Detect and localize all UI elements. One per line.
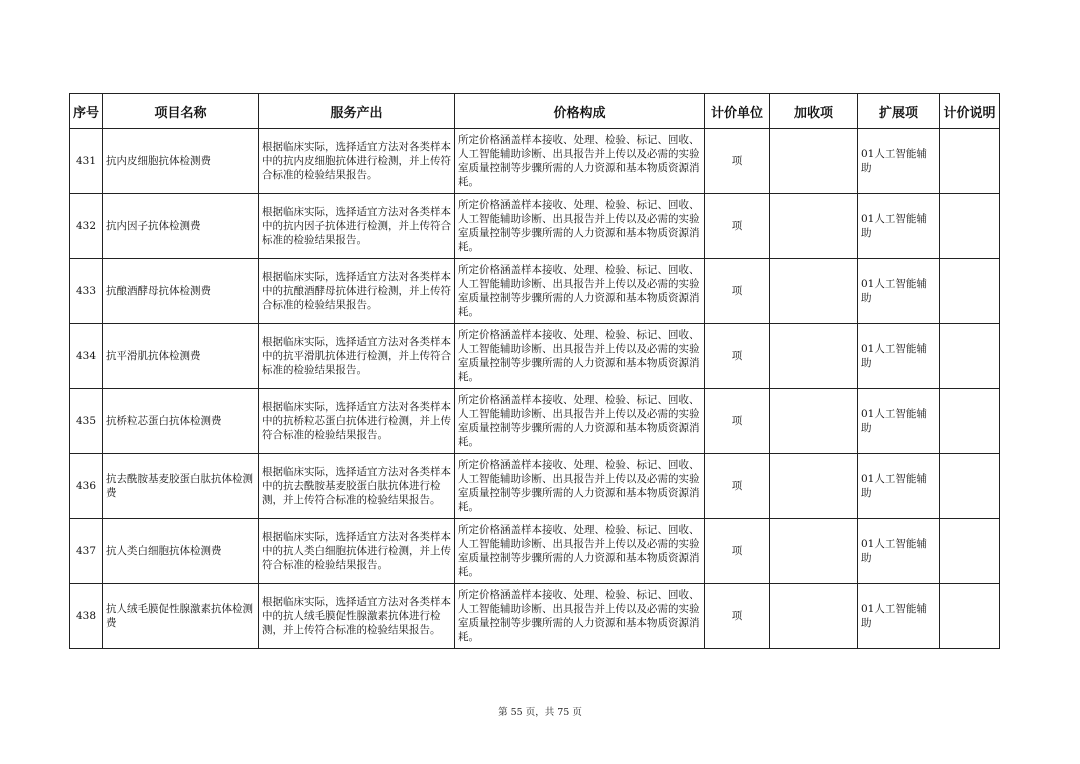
cell-project-name: 抗平滑肌抗体检测费 xyxy=(103,324,259,389)
cell-price-composition: 所定价格涵盖样本接收、处理、检验、标记、回收、人工智能辅助诊断、出具报告并上传以及必需的实验室质量控制等步骤所需的人力资源和基本物质资源消耗。 xyxy=(455,259,705,324)
cell-extension: 01人工智能辅助 xyxy=(858,454,940,519)
cell-pricing-note xyxy=(940,194,1000,259)
cell-project-name: 抗酿酒酵母抗体检测费 xyxy=(103,259,259,324)
cell-service-output: 根据临床实际，选择适宜方法对各类样本中的抗人绒毛膜促性腺激素抗体进行检测，并上传符合标准的检验结果报告。 xyxy=(259,584,455,649)
cell-surcharge xyxy=(770,259,858,324)
cell-price-composition: 所定价格涵盖样本接收、处理、检验、标记、回收、人工智能辅助诊断、出具报告并上传以及必需的实验室质量控制等步骤所需的人力资源和基本物质资源消耗。 xyxy=(455,454,705,519)
cell-pricing-unit: 项 xyxy=(705,454,770,519)
cell-project-name: 抗内因子抗体检测费 xyxy=(103,194,259,259)
header-pricing-note: 计价说明 xyxy=(940,94,1000,129)
cell-index: 436 xyxy=(70,454,103,519)
cell-surcharge xyxy=(770,389,858,454)
header-service-output: 服务产出 xyxy=(259,94,455,129)
cell-price-composition: 所定价格涵盖样本接收、处理、检验、标记、回收、人工智能辅助诊断、出具报告并上传以及必需的实验室质量控制等步骤所需的人力资源和基本物质资源消耗。 xyxy=(455,389,705,454)
table-row xyxy=(70,519,1000,584)
cell-pricing-unit: 项 xyxy=(705,519,770,584)
cell-extension: 01人工智能辅助 xyxy=(858,389,940,454)
table-row xyxy=(70,259,1000,324)
cell-pricing-note xyxy=(940,454,1000,519)
cell-pricing-unit: 项 xyxy=(705,584,770,649)
cell-pricing-note xyxy=(940,584,1000,649)
cell-surcharge xyxy=(770,194,858,259)
cell-index: 435 xyxy=(70,389,103,454)
cell-pricing-note xyxy=(940,129,1000,194)
header-index: 序号 xyxy=(70,94,103,129)
cell-extension: 01人工智能辅助 xyxy=(858,584,940,649)
cell-service-output: 根据临床实际，选择适宜方法对各类样本中的抗内因子抗体进行检测，并上传符合标准的检验结果报告。 xyxy=(259,194,455,259)
cell-index: 433 xyxy=(70,259,103,324)
header-pricing-unit: 计价单位 xyxy=(705,94,770,129)
page-number: 第 55 页，共 75 页 xyxy=(498,707,582,718)
cell-surcharge xyxy=(770,519,858,584)
cell-price-composition: 所定价格涵盖样本接收、处理、检验、标记、回收、人工智能辅助诊断、出具报告并上传以及必需的实验室质量控制等步骤所需的人力资源和基本物质资源消耗。 xyxy=(455,584,705,649)
cell-extension: 01人工智能辅助 xyxy=(858,194,940,259)
cell-extension: 01人工智能辅助 xyxy=(858,519,940,584)
cell-extension: 01人工智能辅助 xyxy=(858,259,940,324)
cell-project-name: 抗内皮细胞抗体检测费 xyxy=(103,129,259,194)
cell-pricing-note xyxy=(940,324,1000,389)
header-project-name: 项目名称 xyxy=(103,94,259,129)
cell-index: 434 xyxy=(70,324,103,389)
cell-index: 432 xyxy=(70,194,103,259)
header-extension: 扩展项 xyxy=(858,94,940,129)
cell-service-output: 根据临床实际，选择适宜方法对各类样本中的抗去酰胺基麦胶蛋白肽抗体进行检测，并上传符合标准的检验结果报告。 xyxy=(259,454,455,519)
cell-surcharge xyxy=(770,324,858,389)
table-header-row xyxy=(70,94,1000,129)
cell-surcharge xyxy=(770,584,858,649)
price-table xyxy=(69,93,1000,649)
cell-pricing-unit: 项 xyxy=(705,194,770,259)
table-row xyxy=(70,584,1000,649)
cell-pricing-unit: 项 xyxy=(705,259,770,324)
table-row xyxy=(70,389,1000,454)
header-price-composition: 价格构成 xyxy=(455,94,705,129)
cell-pricing-note xyxy=(940,519,1000,584)
cell-index: 438 xyxy=(70,584,103,649)
cell-service-output: 根据临床实际，选择适宜方法对各类样本中的抗人类白细胞抗体进行检测，并上传符合标准的检验结果报告。 xyxy=(259,519,455,584)
table-row xyxy=(70,129,1000,194)
cell-service-output: 根据临床实际，选择适宜方法对各类样本中的抗内皮细胞抗体进行检测，并上传符合标准的检验结果报告。 xyxy=(259,129,455,194)
cell-pricing-unit: 项 xyxy=(705,324,770,389)
cell-service-output: 根据临床实际，选择适宜方法对各类样本中的抗平滑肌抗体进行检测，并上传符合标准的检验结果报告。 xyxy=(259,324,455,389)
cell-pricing-unit: 项 xyxy=(705,389,770,454)
cell-surcharge xyxy=(770,129,858,194)
cell-extension: 01人工智能辅助 xyxy=(858,324,940,389)
header-surcharge: 加收项 xyxy=(770,94,858,129)
table-row xyxy=(70,324,1000,389)
cell-project-name: 抗人绒毛膜促性腺激素抗体检测费 xyxy=(103,584,259,649)
cell-price-composition: 所定价格涵盖样本接收、处理、检验、标记、回收、人工智能辅助诊断、出具报告并上传以及必需的实验室质量控制等步骤所需的人力资源和基本物质资源消耗。 xyxy=(455,324,705,389)
cell-pricing-note xyxy=(940,259,1000,324)
table-row xyxy=(70,194,1000,259)
cell-pricing-unit: 项 xyxy=(705,129,770,194)
cell-price-composition: 所定价格涵盖样本接收、处理、检验、标记、回收、人工智能辅助诊断、出具报告并上传以及必需的实验室质量控制等步骤所需的人力资源和基本物质资源消耗。 xyxy=(455,519,705,584)
cell-project-name: 抗去酰胺基麦胶蛋白肽抗体检测费 xyxy=(103,454,259,519)
cell-price-composition: 所定价格涵盖样本接收、处理、检验、标记、回收、人工智能辅助诊断、出具报告并上传以及必需的实验室质量控制等步骤所需的人力资源和基本物质资源消耗。 xyxy=(455,194,705,259)
cell-service-output: 根据临床实际，选择适宜方法对各类样本中的抗桥粒芯蛋白抗体进行检测，并上传符合标准的检验结果报告。 xyxy=(259,389,455,454)
cell-project-name: 抗人类白细胞抗体检测费 xyxy=(103,519,259,584)
cell-index: 431 xyxy=(70,129,103,194)
cell-project-name: 抗桥粒芯蛋白抗体检测费 xyxy=(103,389,259,454)
cell-service-output: 根据临床实际，选择适宜方法对各类样本中的抗酿酒酵母抗体进行检测，并上传符合标准的检验结果报告。 xyxy=(259,259,455,324)
cell-extension: 01人工智能辅助 xyxy=(858,129,940,194)
cell-index: 437 xyxy=(70,519,103,584)
cell-pricing-note xyxy=(940,389,1000,454)
table-row xyxy=(70,454,1000,519)
cell-surcharge xyxy=(770,454,858,519)
cell-price-composition: 所定价格涵盖样本接收、处理、检验、标记、回收、人工智能辅助诊断、出具报告并上传以及必需的实验室质量控制等步骤所需的人力资源和基本物质资源消耗。 xyxy=(455,129,705,194)
